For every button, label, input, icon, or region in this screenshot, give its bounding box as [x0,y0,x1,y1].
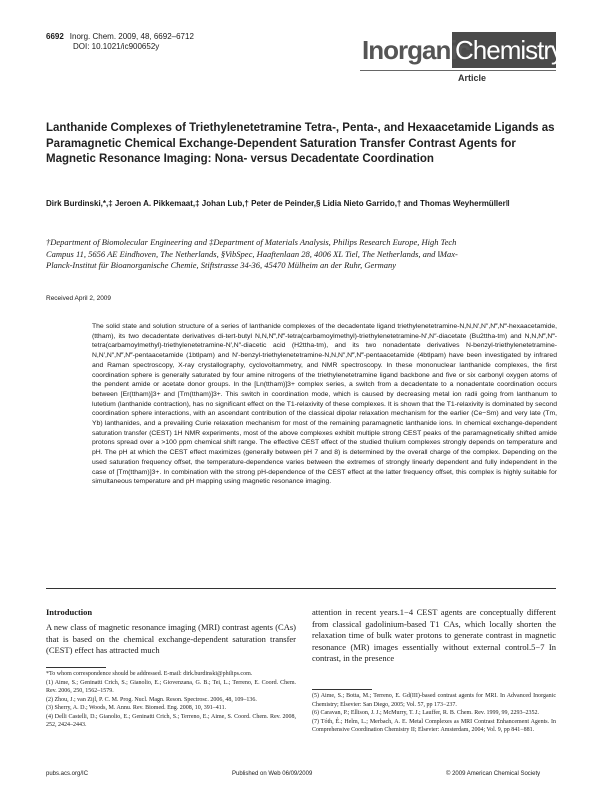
article-type-label: Article [458,73,487,83]
journal-citation: Inorg. Chem. 2009, 48, 6692–6712 [69,32,194,41]
footnotes-left [46,670,296,730]
footer-url[interactable]: pubs.acs.org/IC [46,771,89,777]
running-header [46,32,194,52]
intro-paragraph-col2: attention in recent years.1−4 CEST agents are conceptually different from classical gadolinium-based T1 CAs, which locally shorten the relaxation time of bulk water protons to generate contrast in magnetic resonance (MR) images essentially without external control.5−7 In contrast, in the presence [312,607,556,663]
doi: DOI: 10.1021/ic900652y [73,42,160,51]
section-divider [46,588,556,589]
footnotes-right [312,692,556,735]
section-heading-introduction: Introduction [46,607,93,617]
footer-published-date: Published on Web 06/09/2009 [232,771,313,777]
footnote: (2) Zhou, J.; van Zijl, P. C. M. Prog. Nucl. Magn. Reson. Spectrosc. 2006, 48, 109–136. [46,696,257,703]
footnote: (1) Aime, S.; Geninatti Crich, S.; Gianolio, E.; Giovenzana, G. B.; Tei, L.; Terreno, E. Coord. Chem. Rev. 2006, 250, 1562–1579. [46,679,296,694]
footnote: (4) Delli Castelli, D.; Gianolio, E.; Geninatti Crich, S.; Terreno, E.; Aime, S. Coord. Chem. Rev. 2008, 252, 2424–2443. [46,713,296,728]
author-list: Dirk Burdinski,*,‡ Jeroen A. Pikkemaat,‡ Johan Lub,† Peter de Peinder,§ Lidia Nieto Garrido,† and Thomas Weyhermüller‖ [46,199,510,208]
logo-word-inorganic: Inorganic [362,35,471,65]
page-number: 6692 [46,32,64,41]
footnote: (6) Caravan, P.; Ellison, J. J.; McMurry, T. J.; Lauffer, R. B. Chem. Rev. 1999, 99, 2293–2352. [312,710,539,716]
intro-paragraph-col1: A new class of magnetic resonance imaging (MRI) contrast agents (CAs) that is based on the chemical exchange-dependent saturation transfer (CEST) effect has attracted much [46,622,296,655]
footnote: (7) Tóth, É.; Helm, L.; Merbach, A. E. Metal Complexes as MRI Contrast Enhancement Agents. In Comprehensive Coordination Chemistry II; Elsevier: Amsterdam, 2004; Vol. 9, pp 841−881. [312,718,556,733]
affiliations: †Department of Biomolecular Engineering and ‡Department of Materials Analysis, Philips Research Europe, High Tech Campus 11, 5656 AE Eindhoven, The Netherlands, §VibSpec, Haaftenlaan 28, 4006 XL Tiel, The Netherlands, and ‖Max-Planck-Institut für Bioanorganische Chemie, Stiftstrasse 34-36, 45470 Mülheim an der Ruhr, Germany [46,237,458,270]
footnote: (3) Sherry, A. D.; Woods, M. Annu. Rev. Biomed. Eng. 2008, 10, 391–411. [46,705,227,711]
footnote-correspondence: *To whom correspondence should be addressed. E-mail: dirk.burdinski@philips.com. [46,671,253,677]
footnote-divider-left [46,667,106,668]
article-title: Lanthanide Complexes of Triethylenetetramine Tetra-, Penta-, and Hexaacetamide Ligands as Paramagnetic Chemical Exchange-Dependent Saturation Transfer Contrast Agents for Magnetic Resonance Imaging: Nona- versus Decadentate Coordination [46,122,555,165]
footnote-divider-right [312,689,372,690]
journal-logo [360,30,564,88]
logo-word-chemistry: Chemistry [455,35,564,65]
footnote: (5) Aime, S.; Botta, M.; Terreno, E. Gd(III)-based contrast agents for MRI. In Advanced Inorganic Chemistry; Elsevier: San Diego, 2005; Vol. 57, pp 173−237. [312,693,556,708]
abstract: The solid state and solution structure of a series of lanthanide complexes of the decadentate ligand triethylenetetramine-N,N,N′,N″,N‴,N‴-hexaacetamide, (ttham), its two decadentate derivatives di-tert-butyl N,N,N‴,N‴-tetra(carbamoylmethyl)-triethylenetetramine-N′,N″-diacetate (Bu2ttha-tm) and N,N,N‴,N‴-tetra(carbamoylmethyl)-triethylenetetramine-N′,N″-diacetic acid (H2ttha-tm), and its two nonadentate derivatives N-benzyl-triethylenetetramine-N,N′,N″,N‴,N‴-pentaacetamide (1btlpam) and N′-benzyl-triethylenetetramine-N,N,N″,N‴,N‴-pentaacetamide (4btlpam) have been investigated by infrared and Raman spectroscopy, X-ray crystallography, cyclovoltammetry, and NMR spectroscopy. In these mononuclear lanthanide complexes, the first coordination sphere is generally saturated by four amine nitrogens of the triethylenetetramine ligand backbone and five or six carbonyl oxygen atoms of the pendent amide or acetate donor groups. In the [Ln(ttham)]3+ complex series, a switch from a decadentate to a nonadentate coordination occurs between [Er(ttham)]3+ and [Tm(ttham)]3+. This switch in coordination mode, which is caused by decreasing metal ion radii going from lanthanum to lutetium (lanthanide contraction), has no significant effect on the T1-relaxivity of these complexes. It is shown that the T1-relaxivity is dominated by second coordination sphere interactions, with an ascendant contribution of the classical dipolar relaxation mechanism for the earlier (Ce−Sm) and very late (Tm, Yb) lanthanides, and a prevailing Curie relaxation mechanism for most of the remaining paramagnetic lanthanide ions. In chemical exchange-dependent saturation transfer (CEST) 1H NMR experiments, most of the above complexes exhibit multiple strong CEST peaks of the paramagnetically shifted amide protons spread over a >100 ppm chemical shift range. The effective CEST effect of the studied thulium complexes strongly depends on temperature and pH. The pH at which the CEST effect maximizes (generally between pH 7 and 8) is determined by the overall charge of the complex. Depending on the used saturation frequency offset, the temperature-dependence varies between the extremes of strongly linearly dependent and fully independent in the case of [Tm(ttham)]3+. In combination with the strong pH-dependence of the CEST effect at the latter frequency offset, this complex is highly suitable for simultaneous temperature and pH mapping using magnetic resonance imaging. [92,323,557,486]
footer-copyright: © 2009 American Chemical Society [446,771,541,777]
received-date: Received April 2, 2009 [46,295,112,302]
